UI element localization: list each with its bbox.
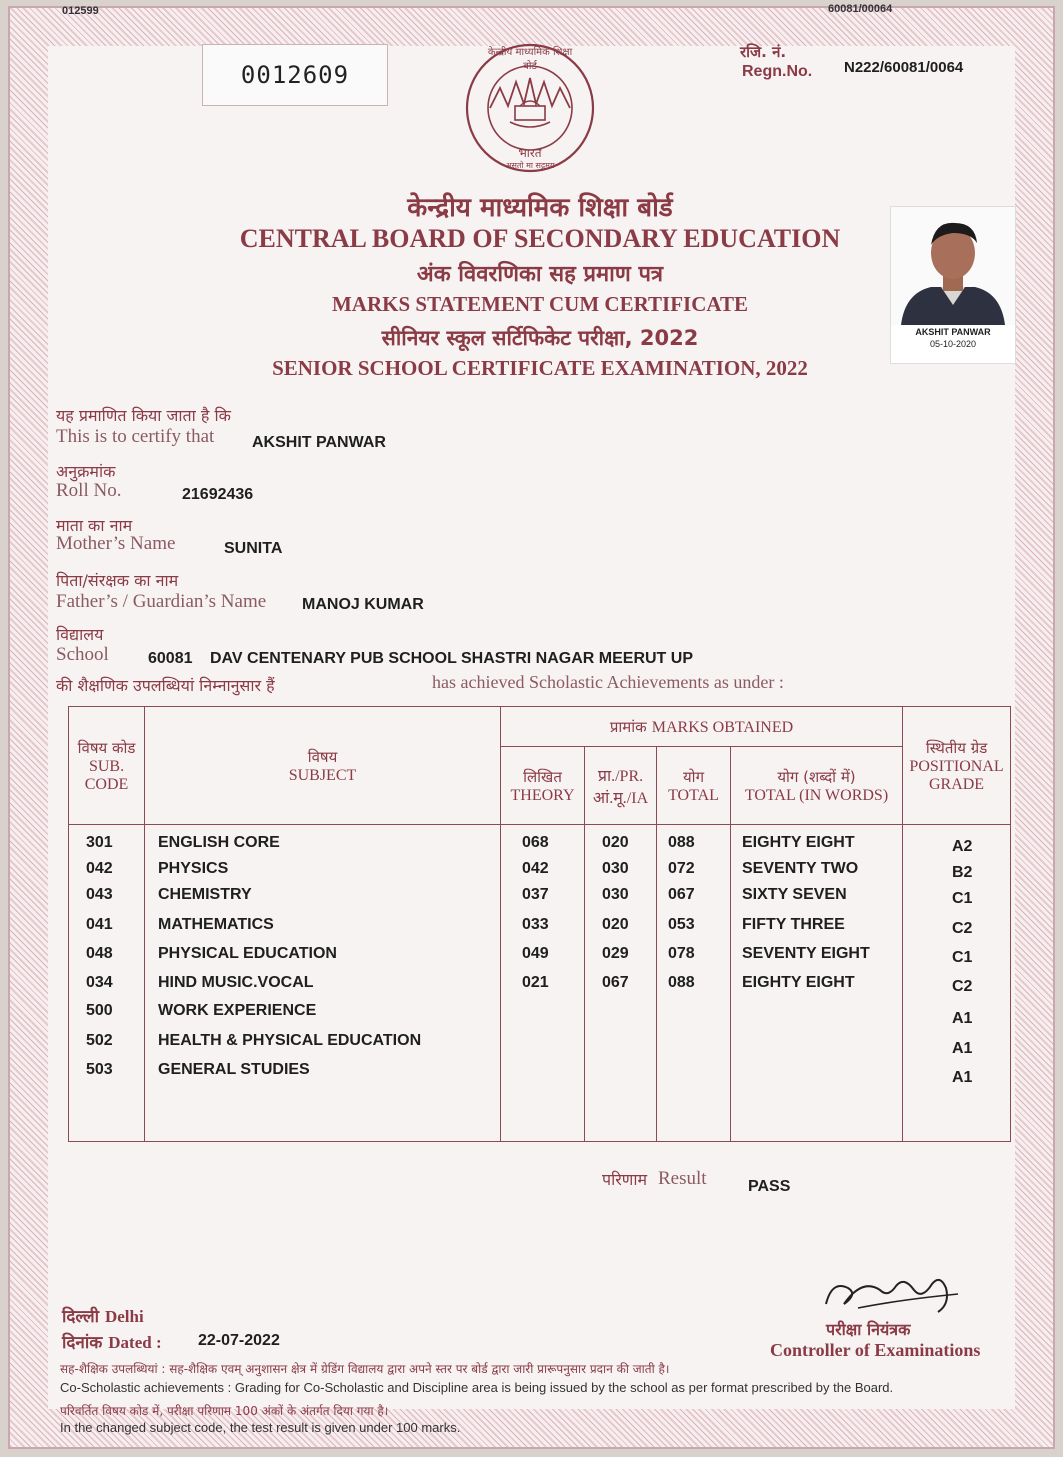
header-subcode-english-2: CODE <box>84 775 129 793</box>
header-total-english: TOTAL <box>668 786 719 804</box>
mother-label-hindi: माता का नाम <box>56 516 133 535</box>
father-name: MANOJ KUMAR <box>302 596 424 613</box>
school-label-english: School <box>56 644 109 665</box>
subject-name-cell: CHEMISTRY <box>158 886 252 903</box>
subject-theory-cell: 068 <box>522 834 549 851</box>
photo-date: 05-10-2020 <box>929 339 977 349</box>
subject-grade-cell: C1 <box>952 949 973 966</box>
school-label-hindi: विद्यालय <box>56 625 104 644</box>
achievements-label-english: has achieved Scholastic Achievements as under : <box>432 672 784 692</box>
father-label-english: Father’s / Guardian’s Name <box>56 591 267 612</box>
subject-theory-cell: 021 <box>522 974 549 991</box>
subject-grade-cell: A1 <box>952 1069 973 1086</box>
subject-total-cell: 072 <box>668 860 695 877</box>
result-label-english: Result <box>658 1168 707 1189</box>
top-left-code: 012599 <box>62 5 99 17</box>
header-subject-hindi: विषय <box>307 747 338 766</box>
regn-label-hi: रजि. नं. <box>740 43 787 61</box>
place <box>62 1304 144 1327</box>
subject-name-cell: ENGLISH CORE <box>158 834 280 851</box>
subject-grade-cell: A2 <box>952 838 973 855</box>
cbse-emblem <box>460 36 600 182</box>
header-marks-english: MARKS OBTAINED <box>651 718 794 736</box>
subject-grade-cell: C2 <box>952 978 973 995</box>
school-name: DAV CENTENARY PUB SCHOOL SHASTRI NAGAR MEERUT UP <box>210 650 693 667</box>
certificate-sheet <box>8 3 1055 1449</box>
footnote-changed-hindi: परिवर्तित विषय कोड में, परीक्षा परिणाम 100 अंकों के अंतर्गत दिया गया है। <box>60 1404 389 1418</box>
header-practical-line1: प्रा./PR. <box>597 767 644 785</box>
certify-label-english: This is to certify that <box>56 426 215 447</box>
emblem-bharat-text: भारत <box>518 146 542 160</box>
header-grade-english-1: POSITIONAL <box>909 757 1004 775</box>
header-words-english: TOTAL (IN WORDS) <box>744 786 889 804</box>
mother-name: SUNITA <box>224 540 283 557</box>
candidate-portrait <box>891 207 1015 325</box>
roll-number: 21692436 <box>182 486 254 503</box>
header-theory <box>501 747 585 825</box>
subject-name-cell: PHYSICS <box>158 860 229 877</box>
subject-words-cell: EIGHTY EIGHT <box>742 834 855 851</box>
subject-grade-cell: B2 <box>952 864 973 881</box>
header-subject <box>145 707 501 825</box>
exam-title-english: SENIOR SCHOOL CERTIFICATE EXAMINATION, 2022 <box>272 356 808 380</box>
candidate-photo <box>890 206 1016 364</box>
subject-code-cell: 502 <box>86 1032 113 1049</box>
footnote-coscholastic-hindi: सह-शैक्षिक उपलब्धियां : सह-शैक्षिक एवम् अनुशासन क्षेत्र में ग्रेडिंग विद्यालय द्वारा अपने स्तर पर बोर्ड द्वारा जारी प्रारूपनुसार प्रदान की जाती है। <box>60 1362 670 1376</box>
subject-total-cell: 088 <box>668 834 695 851</box>
subject-total-cell: 078 <box>668 945 695 962</box>
document-title-english: MARKS STATEMENT CUM CERTIFICATE <box>331 292 748 316</box>
dated-label <box>62 1330 162 1353</box>
subject-pr-cell: 020 <box>602 834 629 851</box>
subject-grade-cell: A1 <box>952 1010 973 1027</box>
dated-value: 22-07-2022 <box>198 1332 280 1349</box>
subject-theory-cell: 033 <box>522 916 549 933</box>
emblem-top-text: केन्द्रीय माध्यमिक शिक्षा बोर्ड <box>487 47 573 72</box>
subject-grade-cell: C1 <box>952 890 973 907</box>
roll-label-english: Roll No. <box>56 480 122 501</box>
serial-number-box <box>202 44 388 106</box>
subject-code-cell: 042 <box>86 860 113 877</box>
header-theory-english: THEORY <box>510 786 575 804</box>
header-marks-hindi: प्रामांक <box>609 717 647 736</box>
subject-code-cell: 043 <box>86 886 113 903</box>
board-name-hindi: केन्द्रीय माध्यमिक शिक्षा बोर्ड <box>407 193 673 223</box>
subject-code-cell: 034 <box>86 974 113 991</box>
subject-code-cell: 500 <box>86 1002 113 1019</box>
roll-label-hindi: अनुक्रमांक <box>56 462 116 481</box>
serial-number: 0012609 <box>240 61 350 89</box>
subject-total-cell: 053 <box>668 916 695 933</box>
subject-name-cell: WORK EXPERIENCE <box>158 1002 317 1019</box>
subject-pr-cell: 030 <box>602 860 629 877</box>
subject-words-cell: FIFTY THREE <box>742 916 845 933</box>
subject-words-cell: SEVENTY TWO <box>742 860 859 877</box>
subject-pr-cell: 020 <box>602 916 629 933</box>
header-practical-line2: आं.मू./IA <box>592 789 649 807</box>
controller-hindi: परीक्षा नियंत्रक <box>826 1320 911 1339</box>
controller-english: Controller of Examinations <box>770 1340 981 1360</box>
header-subcode <box>69 707 145 825</box>
subject-name-cell: PHYSICAL EDUCATION <box>158 945 337 962</box>
subject-pr-cell: 067 <box>602 974 629 991</box>
subject-theory-cell: 037 <box>522 886 549 903</box>
header-words-hindi: योग (शब्दों में) <box>777 767 856 786</box>
subject-grade-cell: C2 <box>952 920 973 937</box>
header-grade-english-2: GRADE <box>928 775 985 793</box>
subject-code-cell: 041 <box>86 916 113 933</box>
exam-title-hindi: सीनियर स्कूल सर्टिफिकेट परीक्षा, 2022 <box>381 326 699 350</box>
certify-label-hindi: यह प्रमाणित किया जाता है कि <box>56 406 231 425</box>
place-hindi: दिल्ली <box>62 1307 100 1327</box>
footnote-changed-english: In the changed subject code, the test result is given under 100 marks. <box>60 1420 461 1435</box>
top-right-code: 60081/00064 <box>828 3 893 15</box>
subject-grade-cell: A1 <box>952 1040 973 1057</box>
subject-theory-cell: 049 <box>522 945 549 962</box>
result-label-hindi: परिणाम <box>602 1170 648 1189</box>
subject-name-cell: GENERAL STUDIES <box>158 1061 310 1078</box>
subject-code-cell: 503 <box>86 1061 113 1078</box>
regn-number: N222/60081/0064 <box>844 59 964 76</box>
father-label-hindi: पिता/संरक्षक का नाम <box>56 571 179 590</box>
result-value: PASS <box>748 1178 791 1195</box>
document-title-hindi: अंक विवरणिका सह प्रमाण पत्र <box>416 262 664 287</box>
subject-name-cell: HEALTH & PHYSICAL EDUCATION <box>158 1032 422 1049</box>
place-english: Delhi <box>104 1307 144 1326</box>
board-name-english: CENTRAL BOARD OF SECONDARY EDUCATION <box>239 224 841 253</box>
regn-label-en: Regn.No. <box>742 63 813 80</box>
header-grade <box>903 707 1011 825</box>
subject-words-cell: SEVENTY EIGHT <box>742 945 870 962</box>
dated-english: Dated : <box>108 1333 162 1352</box>
header-subcode-hindi: विषय कोड <box>77 738 136 757</box>
candidate-name: AKSHIT PANWAR <box>252 434 386 451</box>
photo-name: AKSHIT PANWAR <box>915 327 991 337</box>
controller-signature <box>818 1264 968 1320</box>
header-total <box>657 747 731 825</box>
school-code: 60081 <box>148 650 193 667</box>
header-theory-hindi: लिखित <box>523 767 562 786</box>
subject-code-cell: 301 <box>86 834 113 851</box>
achievements-label-hindi: की शैक्षणिक उपलब्धियां निम्नानुसार हैं <box>56 676 275 695</box>
header-grade-hindi: स्थितीय ग्रेड <box>925 738 988 757</box>
subject-words-cell: EIGHTY EIGHT <box>742 974 855 991</box>
footnote-coscholastic-english: Co-Scholastic achievements : Grading for Co-Scholastic and Discipline area is being issued by the school as per format prescribed by the Board. <box>60 1380 894 1395</box>
header-total-hindi: योग <box>682 767 705 786</box>
header-total-words <box>731 747 903 825</box>
subject-total-cell: 067 <box>668 886 695 903</box>
subject-total-cell: 088 <box>668 974 695 991</box>
subject-theory-cell: 042 <box>522 860 549 877</box>
subject-pr-cell: 029 <box>602 945 629 962</box>
subject-code-cell: 048 <box>86 945 113 962</box>
subject-name-cell: MATHEMATICS <box>158 916 274 933</box>
dated-hindi: दिनांक <box>62 1333 103 1353</box>
header-subcode-english-1: SUB. <box>88 757 125 775</box>
header-subject-english: SUBJECT <box>288 766 357 784</box>
header-marks-obtained <box>501 707 903 747</box>
header-practical <box>585 747 657 825</box>
emblem-motto-text: असतो मा सद्गमय <box>505 161 555 170</box>
subject-words-cell: SIXTY SEVEN <box>742 886 847 903</box>
subject-name-cell: HIND MUSIC.VOCAL <box>158 974 314 991</box>
subject-pr-cell: 030 <box>602 886 629 903</box>
mother-label-english: Mother’s Name <box>56 533 176 554</box>
